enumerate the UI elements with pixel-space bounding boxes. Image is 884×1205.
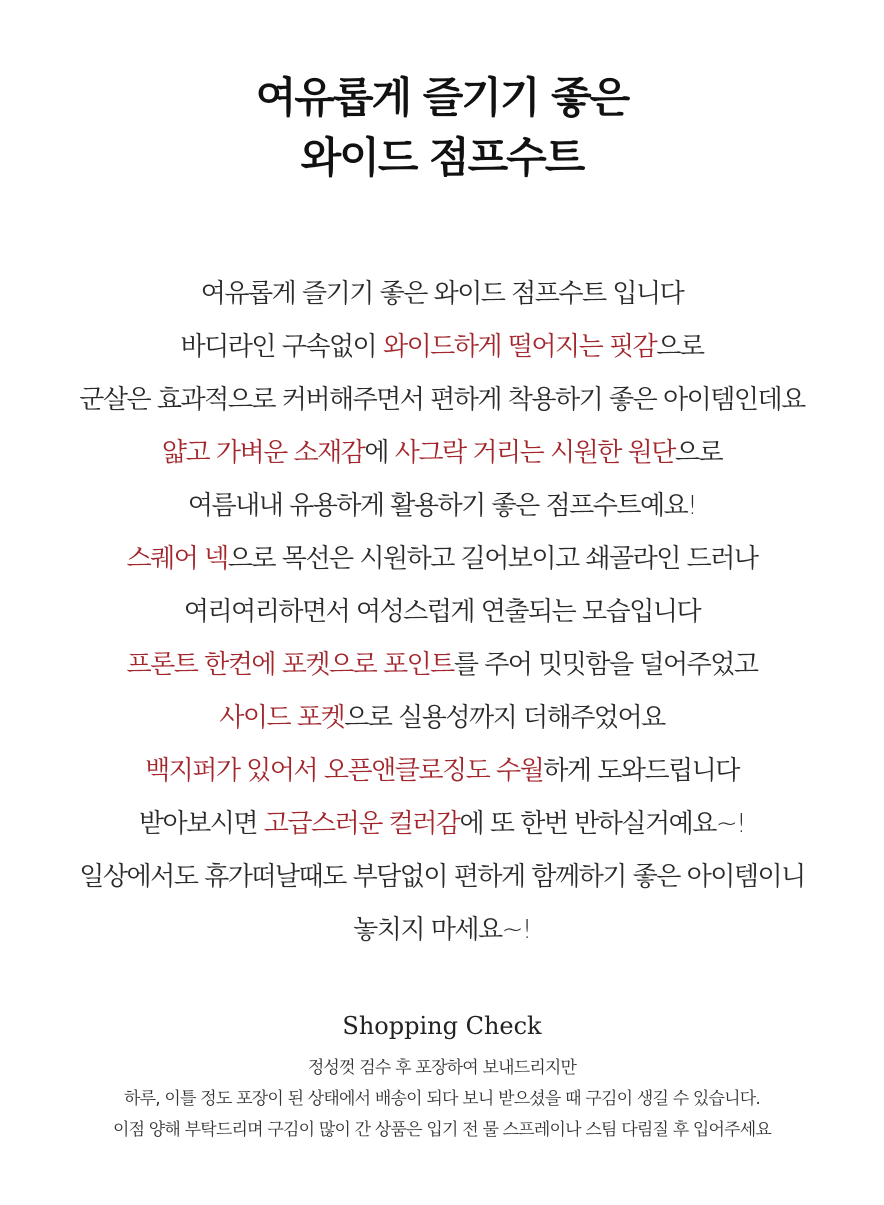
desc-text: 으로 목선은 시원하고 길어보이고 쇄골라인 드러나 (227, 544, 758, 574)
notice-line-3: 이점 양해 부탁드리며 구김이 많이 간 상품은 입기 전 물 스프레이나 스팀 다림질 후 입어주세요 (112, 1120, 772, 1140)
desc-line-5: 여름내내 유용하게 활용하기 좋은 점프수트예요! (187, 491, 697, 521)
title-line-2: 와이드 점프수트 (300, 133, 584, 182)
desc-text: 를 주어 밋밋함을 덜어주었고 (453, 650, 758, 680)
desc-line-12: 일상에서도 휴가떠날때도 부담없이 편하게 함께하기 좋은 아이템이니 (79, 862, 805, 892)
desc-line-10 (0, 745, 884, 798)
notice-line-1: 정성껏 검수 후 포장하여 보내드리지만 (307, 1058, 577, 1078)
desc-highlight: 사이드 포켓 (219, 703, 345, 733)
desc-highlight: 백지퍼가 있어서 오픈앤클로징도 수월 (145, 756, 544, 786)
desc-line-13: 놓치지 마세요~! (353, 915, 531, 945)
desc-line-3: 군살은 효과적으로 커버해주면서 편하게 착용하기 좋은 아이템인데요 (79, 385, 805, 415)
desc-text: 으로 (674, 438, 723, 468)
notice-line-2: 하루, 이틀 정도 포장이 된 상태에서 배송이 되다 보니 받으셨을 때 구김이 생길 수 있습니다. (123, 1089, 761, 1109)
desc-highlight: 얇고 가벼운 소재감 (161, 438, 365, 468)
page-title (0, 68, 884, 188)
product-description (0, 268, 884, 957)
desc-line-8 (0, 639, 884, 692)
desc-line-2 (0, 321, 884, 374)
desc-text: 에 또 한번 반하실거예요~! (459, 809, 746, 839)
desc-line-6 (0, 533, 884, 586)
desc-line-11 (0, 798, 884, 851)
desc-text: 받아보시면 (138, 809, 264, 839)
desc-text: 에 (364, 438, 395, 468)
desc-highlight: 프론트 한켠에 포켓으로 포인트 (126, 650, 454, 680)
desc-line-1: 여유롭게 즐기기 좋은 와이드 점프수트 입니다 (200, 279, 684, 309)
desc-text: 바디라인 구속없이 (180, 332, 383, 362)
desc-highlight: 사그락 거리는 시원한 원단 (394, 438, 675, 468)
shopping-check-notice (0, 1053, 884, 1146)
title-line-1: 여유롭게 즐기기 좋은 (255, 73, 629, 122)
desc-line-9 (0, 692, 884, 745)
shopping-check-title: Shopping Check (342, 1012, 542, 1040)
desc-highlight: 와이드하게 떨어지는 핏감 (382, 332, 657, 362)
desc-text: 으로 실용성까지 더해주었어요 (344, 703, 665, 733)
desc-line-4 (0, 427, 884, 480)
desc-highlight: 고급스러운 컬러감 (263, 809, 460, 839)
desc-highlight: 스퀘어 넥 (126, 544, 228, 574)
desc-text: 하게 도와드립니다 (543, 756, 739, 786)
desc-line-7: 여리여리하면서 여성스럽게 연출되는 모습입니다 (183, 597, 701, 627)
desc-text: 으로 (656, 332, 704, 362)
